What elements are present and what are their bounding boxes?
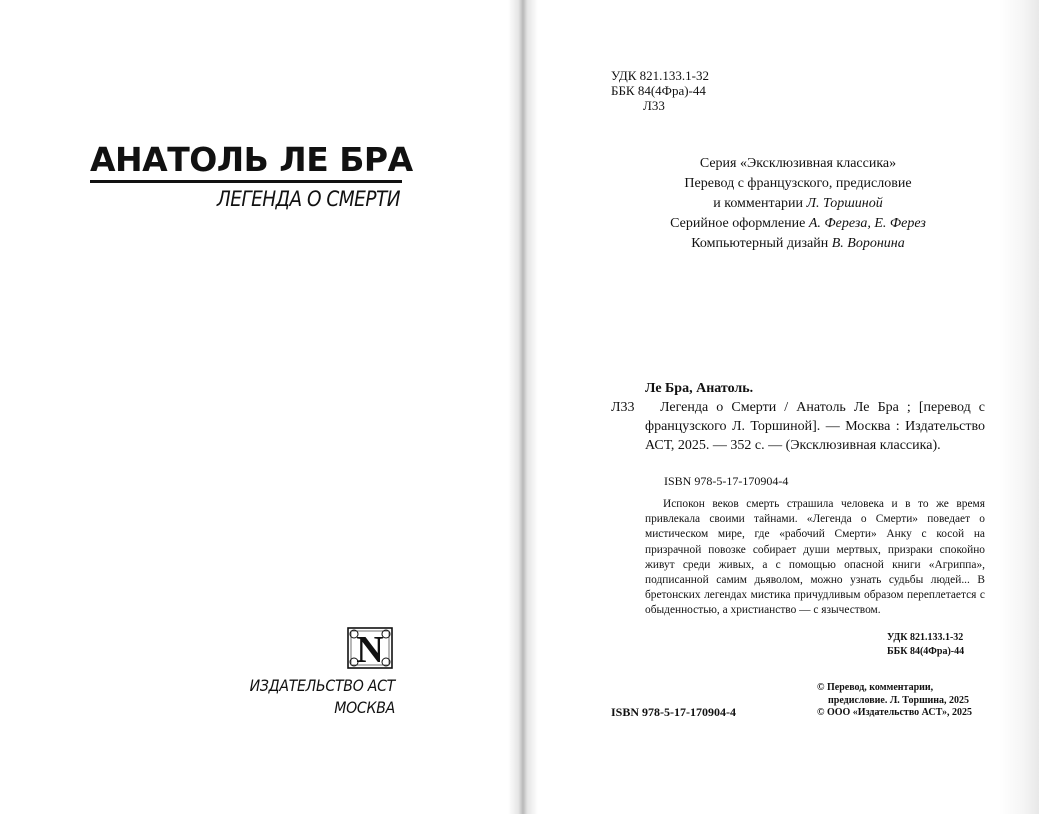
translation-line-2: [600, 194, 996, 214]
translation-prefix: и комментарии: [713, 196, 807, 211]
publisher-city: МОСКВА: [334, 698, 395, 717]
isbn-bottom: ISBN 978-5-17-170904-4: [611, 705, 736, 719]
book-title: ЛЕГЕНДА О СМЕРТИ: [216, 187, 400, 211]
udc-code: УДК 821.133.1-32: [611, 68, 710, 83]
copyright-translation-2: предисловие. Л. Торшина, 2025: [828, 694, 970, 706]
credits-block: [600, 154, 996, 254]
publisher-imprint: [223, 675, 395, 719]
udc-code-bold: УДК 821.133.1-32: [887, 632, 964, 643]
svg-text:N: N: [356, 629, 384, 669]
biblio-description: Легенда о Смерти / Анатоль Ле Бра ; [перевод с французского Л. Торшиной]. — Москва : Издательство АСТ, 2025. — 352 с. — (Эксклюзивная классика).: [645, 400, 985, 453]
computer-designer-name: В. Воронина: [831, 236, 905, 251]
annotation-text: Испокон веков смерть страшила человека и в то же время привлекала своими тайнами. «Легенда о Смерти» поведает о мистическом мире, где «рабочий Смерти» Анку с косой на призрачной повозке собирает души мертвых, призраки спокойно живут среди живых, а с помощью опасной книги «Агриппа», подписанной самим дьяволом, можно узнать судьбы людей... В бретонских легендах мистика причудливым образом переплетается с обыденностью, а христианство — с язычеством.: [645, 498, 985, 617]
publisher-name: ИЗДАТЕЛЬСТВО АСТ: [249, 676, 395, 695]
classification-codes-bold: [887, 631, 964, 659]
bbk-code-bold: ББК 84(4Фра)-44: [887, 646, 965, 657]
publisher-logo-icon: [347, 627, 393, 669]
left-page: [0, 0, 518, 814]
isbn-line: ISBN 978-5-17-170904-4: [664, 474, 789, 488]
copyright-translation-1: © Перевод, комментарии,: [817, 682, 934, 693]
computer-design-prefix: Компьютерный дизайн: [691, 236, 832, 251]
bbk-code: ББК 84(4Фра)-44: [611, 83, 706, 98]
author-name: АНАТОЛЬ ЛЕ БРА: [90, 141, 402, 183]
copyright-block: [817, 682, 992, 720]
translation-line-1: Перевод с французского, предисловие: [684, 176, 912, 191]
classification-codes: [611, 68, 709, 113]
copyright-publisher: © ООО «Издательство АСТ», 2025: [817, 707, 973, 718]
design-line: [600, 214, 996, 234]
designer-names: А. Фереза, Е. Ферез: [808, 216, 926, 231]
biblio-author: Ле Бра, Анатоль.: [645, 381, 754, 396]
design-prefix: Серийное оформление: [670, 216, 809, 231]
translator-name: Л. Торшиной: [806, 196, 883, 211]
book-spine-shadow: [508, 0, 538, 814]
computer-design-line: [600, 234, 996, 254]
page-edge-shadow: [999, 0, 1039, 814]
biblio-code: Л33: [611, 400, 635, 415]
author-code: Л33: [643, 98, 665, 113]
series-line: Серия «Эксклюзивная классика»: [699, 156, 897, 171]
